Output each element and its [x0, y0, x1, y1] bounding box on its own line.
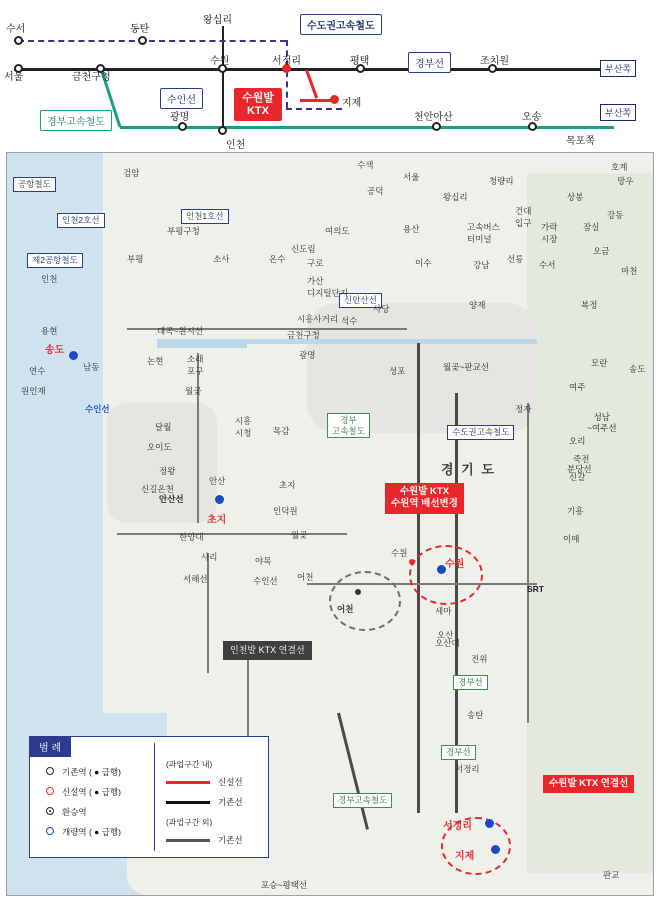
map-label-onsu: 온수 — [269, 254, 286, 264]
map-label-yongsan: 용산 — [403, 224, 420, 234]
map-label-geumcheon-gucheong: 금천구청 — [287, 330, 320, 340]
legend-label-existing-line: 기존선 — [218, 797, 243, 807]
station-dot-jije-map — [491, 845, 500, 854]
map-label-gongdeok: 공덕 — [367, 186, 384, 196]
legend-label-transfer: 환승역 — [62, 807, 87, 817]
tag-incheon-line2: 인천2호선 — [57, 213, 105, 228]
map-label-pangyo: 정자 — [515, 404, 532, 414]
map-label-siheung-city-hall: 시흥 시청 — [235, 416, 252, 438]
map-label-namdong: 남동 — [83, 362, 100, 372]
label-incheon: 인천 — [226, 140, 246, 151]
map-label-jamsil: 잠실 — [583, 222, 600, 232]
map-label-garak-market: 가락 시장 — [541, 222, 558, 244]
station-dot-incheon — [218, 126, 227, 135]
map-label-handaeap: 월곶 — [291, 530, 308, 540]
map-label-gasan: 가산 디지털단지 — [307, 276, 349, 298]
map-label-sema: 오산대 — [435, 638, 460, 648]
label-seoul: 서울 — [4, 72, 24, 83]
map-label-jungang: 인덕원 — [273, 506, 298, 516]
map-label-yonghyeon: 용현 — [41, 326, 58, 336]
tag-sudogwon-hs: 수도권고속철도 — [300, 14, 382, 35]
map-label-wonincae: 원인재 — [21, 386, 46, 396]
tag-srt: SRT — [527, 584, 544, 594]
map-label-isu: 이수 — [415, 258, 432, 268]
map-label-sangbong: 상봉 — [567, 192, 584, 202]
rail-ansan-line — [207, 553, 209, 673]
tag-second-airport-railroad: 제2공항철도 — [27, 253, 83, 268]
tag-ansan-line: 안산선 — [159, 494, 184, 504]
map-label-seolleung: 선릉 — [507, 254, 524, 264]
map-label-ansan: 안산 — [209, 476, 226, 486]
map-label-yeonsu: 연수 — [29, 366, 46, 376]
map-label-jinwi: 송탄 — [467, 710, 484, 720]
map-label-geomam: 검암 — [123, 168, 140, 178]
station-dot-seojeongri-map — [485, 819, 494, 828]
legend-symbol-upgraded — [46, 827, 54, 835]
map-label-sari: 야목 — [255, 556, 272, 566]
tag-sinansan-line: 신안산선 — [339, 293, 382, 308]
map-label-express-bus-terminal: 고속버스 터미널 — [467, 222, 500, 244]
label-gwangmyeong: 광명 — [170, 112, 190, 123]
tag-suin-line-west: 수인선 — [85, 404, 110, 414]
map-label-sosa: 소사 — [213, 254, 230, 264]
tag-poseung-pyeongtaek-line: 포승~평택선 — [261, 880, 308, 890]
label-wangsimni: 왕십리 — [203, 15, 232, 26]
map-label-guro: 구로 — [307, 258, 324, 268]
legend-seg-new-line — [166, 781, 210, 784]
sudogwon-hs-dashed-lower — [286, 108, 342, 110]
callout-incheon-ktx-link: 인천발 KTX 연결선 — [223, 641, 312, 660]
map-label-susaek: 수색 — [357, 160, 374, 170]
map-label-seojeongri: 서정리 — [443, 821, 472, 832]
map-label-cheongnyangni: 청량리 — [489, 176, 514, 186]
river-han — [237, 339, 537, 344]
map-label-osan: 진위 — [471, 654, 488, 664]
label-dongtan: 동탄 — [130, 24, 150, 35]
tag-bundang-line: 분당선 — [567, 464, 592, 474]
map-label-jukjeon: 신갈 — [569, 472, 586, 482]
map-label-samsan: 호계 — [611, 162, 628, 172]
tag-gyeongbu-hs-south: 경부고속철도 — [333, 793, 392, 808]
station-dot-gosaek — [409, 559, 415, 565]
province-label: 경 기 도 — [441, 462, 496, 477]
legend-label-outside-existing: 기존선 — [218, 835, 243, 845]
land-hills-east — [527, 173, 653, 873]
arrow-busan-upper: 부산쪽 — [600, 60, 636, 77]
map-label-giheung: 이매 — [563, 534, 580, 544]
map-label-mangwoo: 망우 — [617, 176, 634, 186]
map-label-singal: 기흥 — [567, 506, 584, 516]
map-label-ori: 죽전 — [573, 454, 590, 464]
map-label-bupyeong: 부평 — [127, 254, 144, 264]
map-label-yeoju: 송도 — [629, 364, 646, 374]
map-label-suwon: 수원 — [445, 559, 465, 570]
legend-symbol-transfer-inner — [49, 810, 51, 812]
map-label-wonsi: 한양대 — [179, 532, 204, 542]
map-label-gosaek: 수원 — [391, 548, 408, 558]
tag-gyeongbu-hs: 경부고속철도 — [40, 110, 112, 131]
tag-gyeongbu-line: 경부선 — [408, 52, 451, 73]
map-label-oido: 오이도 — [147, 442, 172, 452]
station-dot-dongtan — [138, 36, 147, 45]
legend-label-existing: 기존역 ( ● 급행) — [62, 767, 121, 777]
map-label-jeongja: 오리 — [569, 436, 586, 446]
callout-suwon-ktx: 수원발 KTX — [234, 88, 282, 121]
sudogwon-hs-dashed-drop — [286, 40, 288, 108]
tag-seohae-line: 서해선 — [183, 574, 208, 584]
map-label-nonhyeon: 논현 — [147, 356, 164, 366]
map-label-seoksu: 석수 — [341, 316, 358, 326]
label-geumcheon-gucheong: 금천구청 — [72, 72, 111, 83]
label-osong: 오송 — [522, 112, 542, 123]
station-dot-cheonan-asan — [432, 122, 441, 131]
map-label-yeouido: 여의도 — [325, 226, 350, 236]
map-label-jeongwang: 정왕 — [159, 466, 176, 476]
tag-seongnam-yeoju-line: 성남 ~여주선 — [587, 412, 617, 433]
legend-label-new-line: 신설선 — [218, 777, 243, 787]
map-label-inheonwon: 성포 — [389, 366, 406, 376]
legend-symbol-existing — [46, 767, 54, 775]
tag-gyeongbu-line-map: 경부선 — [453, 675, 488, 690]
legend-seg-outside-existing — [166, 839, 210, 842]
map-label-gwangmyeong: 광명 — [299, 350, 316, 360]
map-label-suseo: 수서 — [539, 260, 556, 270]
station-dot-jije — [330, 95, 339, 104]
tag-suin-line: 수인선 — [160, 88, 203, 109]
sudogwon-hs-dashed — [18, 40, 286, 42]
label-suwon: 수원 — [210, 56, 230, 67]
map-label-choji: 초지 — [207, 515, 227, 526]
map-label-bokjeong: 복정 — [581, 300, 598, 310]
station-dot-osong — [528, 122, 537, 131]
ktx-red-connector — [305, 69, 318, 98]
map-label-macheon: 마천 — [621, 266, 638, 276]
legend-group1-header: (과업구간 내) — [166, 760, 213, 769]
map-label-moran: 모란 — [591, 358, 608, 368]
map-label-incheon: 인천 — [41, 274, 58, 284]
map-label-eocheon: 어천 — [337, 604, 354, 614]
label-seojeongri: 서정리 — [272, 56, 301, 67]
station-dot-suseo — [14, 36, 23, 45]
arrow-busan-lower: 부산쪽 — [600, 104, 636, 121]
map-label-seongpo: 초지 — [279, 480, 296, 490]
map-label-siheung-sageori: 시흥사거리 — [297, 314, 339, 324]
map-label-wolgot: 월곶 — [185, 386, 202, 396]
legend-symbol-new — [46, 787, 54, 795]
map-label-sindorim: 신도림 — [291, 244, 316, 254]
map-label-seoul: 서울 — [403, 172, 420, 182]
schematic-diagram — [0, 0, 658, 151]
map-label-jije: 지제 — [455, 851, 475, 862]
label-jochiwon: 조치원 — [480, 56, 509, 67]
map-label-songtan: 서정리 — [455, 764, 480, 774]
label-jije: 지제 — [342, 98, 362, 109]
tag-wolgot-pangyo-line: 월곶~판교선 — [443, 362, 490, 372]
gyeongbu-hs-line — [120, 126, 614, 129]
map-label-mokgam: 목감 — [273, 426, 290, 436]
tag-airport-railroad: 공항철도 — [13, 177, 56, 192]
map-label-yangjae: 양재 — [469, 300, 486, 310]
suin-branch — [222, 68, 224, 130]
legend-divider — [154, 743, 155, 851]
regional-rail-map — [6, 152, 654, 896]
legend-label-new: 신설역 ( ● 급행) — [62, 787, 121, 797]
station-dot-gwangmyeong — [178, 122, 187, 131]
map-legend — [29, 736, 269, 858]
map-label-hanyangdae: 사리 — [201, 552, 218, 562]
label-pyeongtaek: 평택 — [350, 56, 370, 67]
river-bay-channel — [157, 339, 247, 348]
tag-gyeongbu-hs-map: 경부 고속철도 — [327, 413, 370, 438]
highlight-circle-suwon — [409, 545, 483, 605]
label-suseo: 수서 — [6, 24, 26, 35]
map-label-sadang: 사당 — [373, 304, 390, 314]
tag-gyeongbu-line-south: 경부선 — [441, 745, 476, 760]
highlight-circle-eocheon — [329, 571, 401, 631]
tag-sudogwon-hs-map: 수도권고속철도 — [447, 425, 514, 440]
station-dot-eocheon — [355, 589, 361, 595]
map-label-singiloncheon: 신길온천 — [141, 484, 174, 494]
legend-title: 범 례 — [29, 736, 71, 757]
map-label-osandae: 오산 — [437, 630, 454, 640]
map-label-wangsimni: 왕십리 — [443, 192, 468, 202]
label-mokpo-direction: 목포쪽 — [566, 136, 595, 147]
rail-incheon-line1 — [197, 353, 199, 523]
map-label-pyeongtaek: 판교 — [603, 870, 620, 880]
map-label-geondae: 건대 입구 — [515, 206, 532, 228]
tag-daegok-wonsi-line: 대곡~원시선 — [157, 326, 204, 336]
callout-suwon-ktx-link: 수원발 KTX 연결선 — [543, 775, 634, 793]
map-label-suin-line-center: 수인선 — [253, 576, 278, 586]
map-label-yamok: 어천 — [297, 572, 314, 582]
map-label-soraepogu: 소래 포구 — [187, 354, 204, 376]
legend-seg-existing-line — [166, 801, 210, 804]
tag-incheon-line1: 인천1호선 — [181, 209, 229, 224]
map-label-byeongjeom: 세마 — [435, 606, 452, 616]
label-cheonan-asan: 천안아산 — [414, 112, 453, 123]
rail-bundang-line — [527, 403, 529, 723]
station-dot-songdo — [69, 351, 78, 360]
map-label-songdo: 송도 — [45, 345, 65, 356]
legend-label-upgraded: 개량역 ( ● 급행) — [62, 827, 121, 837]
map-label-ogeum: 오금 — [593, 246, 610, 256]
map-label-gangdong: 강동 — [607, 210, 624, 220]
map-label-dalwol: 달월 — [155, 422, 172, 432]
map-label-imae: 여주 — [569, 382, 586, 392]
map-label-gangnam: 강남 — [473, 260, 490, 270]
map-label-bupyeong-gucheong: 부평구청 — [167, 226, 200, 236]
station-dot-choji — [215, 495, 224, 504]
rail-suin-line — [117, 533, 347, 535]
legend-group2-header: (과업구간 외) — [166, 818, 213, 827]
callout-suwon-ktx-rewiring: 수원발 KTX 수원역 배선변경 — [385, 483, 464, 514]
